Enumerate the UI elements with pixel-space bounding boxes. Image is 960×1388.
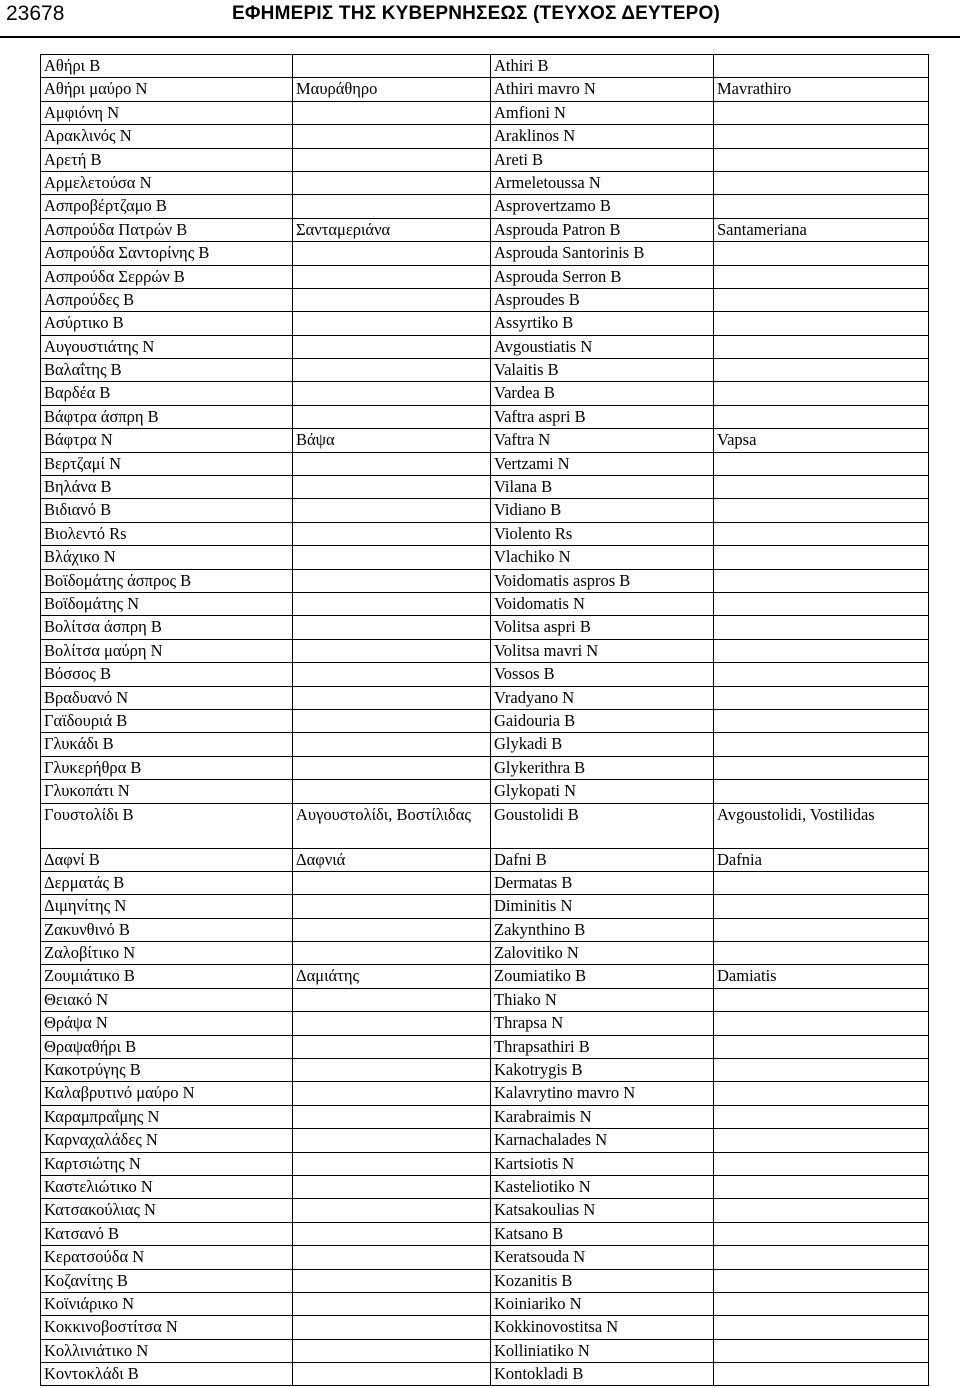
latin-synonym-cell bbox=[714, 895, 929, 918]
greek-name-cell: Αθήρι Β bbox=[41, 55, 293, 78]
table-row bbox=[41, 546, 929, 569]
latin-name-cell: Kokkinovostitsa N bbox=[491, 1316, 714, 1339]
table-row bbox=[41, 663, 929, 686]
greek-name-cell: Κατσανό Β bbox=[41, 1222, 293, 1245]
latin-name-cell: Dermatas B bbox=[491, 871, 714, 894]
latin-synonym-cell bbox=[714, 1175, 929, 1198]
latin-name-cell: Diminitis N bbox=[491, 895, 714, 918]
latin-name-cell: Glykopati N bbox=[491, 780, 714, 803]
table-body bbox=[41, 55, 929, 1386]
table-row bbox=[41, 452, 929, 475]
latin-name-cell: Karnachalades N bbox=[491, 1129, 714, 1152]
latin-synonym-cell bbox=[714, 101, 929, 124]
latin-name-cell: Areti B bbox=[491, 148, 714, 171]
latin-name-cell: Vradyano N bbox=[491, 686, 714, 709]
greek-name-cell: Βάφτρα Ν bbox=[41, 429, 293, 452]
greek-synonym-cell bbox=[293, 1316, 491, 1339]
greek-name-cell: Βολίτσα άσπρη Β bbox=[41, 616, 293, 639]
greek-synonym-cell: Δαφνιά bbox=[293, 848, 491, 871]
table-row bbox=[41, 756, 929, 779]
table-row bbox=[41, 125, 929, 148]
latin-name-cell: Katsano B bbox=[491, 1222, 714, 1245]
latin-name-cell: Vlachiko N bbox=[491, 546, 714, 569]
table-row bbox=[41, 733, 929, 756]
latin-name-cell: Vilana B bbox=[491, 476, 714, 499]
greek-name-cell: Αθήρι μαύρο Ν bbox=[41, 78, 293, 101]
greek-synonym-cell bbox=[293, 942, 491, 965]
latin-synonym-cell bbox=[714, 686, 929, 709]
latin-name-cell: Avgoustiatis N bbox=[491, 335, 714, 358]
table-row bbox=[41, 709, 929, 732]
table-row bbox=[41, 965, 929, 988]
greek-name-cell: Βαρδέα Β bbox=[41, 382, 293, 405]
latin-synonym-cell bbox=[714, 1129, 929, 1152]
greek-name-cell: Βηλάνα Β bbox=[41, 476, 293, 499]
table-row bbox=[41, 918, 929, 941]
greek-synonym-cell: Σανταμεριάνα bbox=[293, 218, 491, 241]
greek-name-cell: Κοντοκλάδι Β bbox=[41, 1363, 293, 1386]
latin-name-cell: Thiako N bbox=[491, 988, 714, 1011]
greek-synonym-cell bbox=[293, 1363, 491, 1386]
latin-synonym-cell bbox=[714, 288, 929, 311]
table-row bbox=[41, 1292, 929, 1315]
greek-name-cell: Βοϊδομάτης άσπρος Β bbox=[41, 569, 293, 592]
latin-name-cell: Asprouda Patron B bbox=[491, 218, 714, 241]
table-row bbox=[41, 1175, 929, 1198]
latin-synonym-cell bbox=[714, 1105, 929, 1128]
latin-name-cell: Kolliniatiko N bbox=[491, 1339, 714, 1362]
latin-synonym-cell bbox=[714, 663, 929, 686]
table-row bbox=[41, 218, 929, 241]
latin-synonym-cell bbox=[714, 359, 929, 382]
table-row bbox=[41, 148, 929, 171]
latin-synonym-cell bbox=[714, 125, 929, 148]
greek-name-cell: Βιολεντό Rs bbox=[41, 522, 293, 545]
greek-name-cell: Γλυκάδι Β bbox=[41, 733, 293, 756]
greek-synonym-cell bbox=[293, 1222, 491, 1245]
latin-synonym-cell bbox=[714, 639, 929, 662]
greek-name-cell: Αμφιόνη Ν bbox=[41, 101, 293, 124]
greek-name-cell: Βοϊδομάτης Ν bbox=[41, 592, 293, 615]
greek-synonym-cell bbox=[293, 709, 491, 732]
greek-name-cell: Θραψαθήρι Β bbox=[41, 1035, 293, 1058]
latin-synonym-cell bbox=[714, 988, 929, 1011]
greek-synonym-cell bbox=[293, 1199, 491, 1222]
latin-synonym-cell bbox=[714, 452, 929, 475]
greek-name-cell: Κερατσούδα Ν bbox=[41, 1246, 293, 1269]
greek-name-cell: Κοκκινοβοστίτσα Ν bbox=[41, 1316, 293, 1339]
latin-synonym-cell: Mavrathiro bbox=[714, 78, 929, 101]
latin-synonym-cell bbox=[714, 335, 929, 358]
greek-synonym-cell bbox=[293, 359, 491, 382]
greek-name-cell: Βερτζαμί Ν bbox=[41, 452, 293, 475]
table-row bbox=[41, 78, 929, 101]
latin-synonym-cell: Santameriana bbox=[714, 218, 929, 241]
greek-synonym-cell bbox=[293, 663, 491, 686]
greek-name-cell: Ασπρούδες Β bbox=[41, 288, 293, 311]
table-row bbox=[41, 335, 929, 358]
greek-name-cell: Αρετή Β bbox=[41, 148, 293, 171]
latin-name-cell: Goustolidi B bbox=[491, 803, 714, 848]
greek-name-cell: Καρτσιώτης Ν bbox=[41, 1152, 293, 1175]
latin-synonym-cell bbox=[714, 546, 929, 569]
table-row bbox=[41, 312, 929, 335]
latin-synonym-cell bbox=[714, 592, 929, 615]
greek-name-cell: Θειακό Ν bbox=[41, 988, 293, 1011]
greek-synonym-cell bbox=[293, 1129, 491, 1152]
greek-name-cell: Γλυκοπάτι Ν bbox=[41, 780, 293, 803]
greek-synonym-cell bbox=[293, 592, 491, 615]
table-row bbox=[41, 1082, 929, 1105]
latin-name-cell: Zalovitiko N bbox=[491, 942, 714, 965]
table-row bbox=[41, 382, 929, 405]
table-row bbox=[41, 1222, 929, 1245]
latin-name-cell: Gaidouria B bbox=[491, 709, 714, 732]
greek-synonym-cell bbox=[293, 1339, 491, 1362]
greek-name-cell: Κολλινιάτικο Ν bbox=[41, 1339, 293, 1362]
table-row bbox=[41, 895, 929, 918]
greek-name-cell: Ασύρτικο Β bbox=[41, 312, 293, 335]
latin-synonym-cell: Vapsa bbox=[714, 429, 929, 452]
greek-name-cell: Δερματάς Β bbox=[41, 871, 293, 894]
latin-synonym-cell bbox=[714, 1246, 929, 1269]
greek-synonym-cell bbox=[293, 101, 491, 124]
latin-name-cell: Asprovertzamo B bbox=[491, 195, 714, 218]
greek-synonym-cell bbox=[293, 1175, 491, 1198]
latin-synonym-cell bbox=[714, 1035, 929, 1058]
latin-name-cell: Volitsa mavri N bbox=[491, 639, 714, 662]
latin-name-cell: Zoumiatiko B bbox=[491, 965, 714, 988]
greek-synonym-cell bbox=[293, 55, 491, 78]
latin-synonym-cell bbox=[714, 195, 929, 218]
greek-name-cell: Αρμελετούσα Ν bbox=[41, 171, 293, 194]
latin-synonym-cell bbox=[714, 918, 929, 941]
latin-name-cell: Voidomatis aspros B bbox=[491, 569, 714, 592]
greek-synonym-cell bbox=[293, 1035, 491, 1058]
greek-synonym-cell bbox=[293, 1246, 491, 1269]
latin-name-cell: Thrapsa N bbox=[491, 1012, 714, 1035]
page-header bbox=[0, 0, 960, 38]
greek-synonym-cell bbox=[293, 242, 491, 265]
table-row bbox=[41, 1246, 929, 1269]
greek-synonym-cell bbox=[293, 780, 491, 803]
greek-name-cell: Ασπρούδα Πατρών Β bbox=[41, 218, 293, 241]
latin-synonym-cell bbox=[714, 1339, 929, 1362]
latin-name-cell: Karabraimis N bbox=[491, 1105, 714, 1128]
table-row bbox=[41, 476, 929, 499]
latin-synonym-cell bbox=[714, 733, 929, 756]
greek-name-cell: Ασπροβέρτζαμο Β bbox=[41, 195, 293, 218]
table-row bbox=[41, 499, 929, 522]
latin-name-cell: Athiri mavro N bbox=[491, 78, 714, 101]
latin-name-cell: Glykerithra B bbox=[491, 756, 714, 779]
greek-synonym-cell bbox=[293, 733, 491, 756]
latin-name-cell: Vidiano B bbox=[491, 499, 714, 522]
latin-synonym-cell bbox=[714, 1269, 929, 1292]
table-row bbox=[41, 639, 929, 662]
greek-name-cell: Διμηνίτης Ν bbox=[41, 895, 293, 918]
latin-synonym-cell bbox=[714, 942, 929, 965]
greek-synonym-cell bbox=[293, 476, 491, 499]
greek-synonym-cell bbox=[293, 895, 491, 918]
latin-name-cell: Volitsa aspri B bbox=[491, 616, 714, 639]
greek-name-cell: Καρναχαλάδες Ν bbox=[41, 1129, 293, 1152]
latin-synonym-cell bbox=[714, 522, 929, 545]
greek-name-cell: Βόσσος Β bbox=[41, 663, 293, 686]
table-row bbox=[41, 780, 929, 803]
greek-synonym-cell: Δαμιάτης bbox=[293, 965, 491, 988]
greek-synonym-cell bbox=[293, 616, 491, 639]
latin-synonym-cell bbox=[714, 1199, 929, 1222]
table-row bbox=[41, 359, 929, 382]
latin-name-cell: Vaftra N bbox=[491, 429, 714, 452]
latin-name-cell: Voidomatis N bbox=[491, 592, 714, 615]
greek-name-cell: Βολίτσα μαύρη Ν bbox=[41, 639, 293, 662]
latin-name-cell: Zakynthino B bbox=[491, 918, 714, 941]
table-row bbox=[41, 616, 929, 639]
table-row bbox=[41, 942, 929, 965]
greek-synonym-cell bbox=[293, 1269, 491, 1292]
latin-synonym-cell bbox=[714, 1152, 929, 1175]
table-row bbox=[41, 686, 929, 709]
latin-name-cell: Kozanitis B bbox=[491, 1269, 714, 1292]
latin-name-cell: Kalavrytino mavro N bbox=[491, 1082, 714, 1105]
latin-synonym-cell bbox=[714, 265, 929, 288]
table-row bbox=[41, 1012, 929, 1035]
table-row bbox=[41, 592, 929, 615]
greek-name-cell: Ασπρούδα Σερρών Β bbox=[41, 265, 293, 288]
greek-synonym-cell bbox=[293, 382, 491, 405]
table-row bbox=[41, 1105, 929, 1128]
greek-synonym-cell bbox=[293, 988, 491, 1011]
greek-synonym-cell bbox=[293, 639, 491, 662]
greek-name-cell: Γαϊδουριά Β bbox=[41, 709, 293, 732]
greek-synonym-cell bbox=[293, 546, 491, 569]
greek-name-cell: Γουστολίδι Β bbox=[41, 803, 293, 848]
grape-varieties-table bbox=[40, 54, 929, 1386]
greek-name-cell: Βλάχικο Ν bbox=[41, 546, 293, 569]
greek-name-cell: Κατσακούλιας Ν bbox=[41, 1199, 293, 1222]
table-row bbox=[41, 848, 929, 871]
greek-synonym-cell bbox=[293, 1082, 491, 1105]
latin-name-cell: Armeletoussa N bbox=[491, 171, 714, 194]
page-number: 23678 bbox=[6, 2, 65, 25]
greek-name-cell: Θράψα Ν bbox=[41, 1012, 293, 1035]
table-row bbox=[41, 1269, 929, 1292]
greek-name-cell: Ζακυνθινό Β bbox=[41, 918, 293, 941]
table-row bbox=[41, 871, 929, 894]
greek-synonym-cell bbox=[293, 312, 491, 335]
table-row bbox=[41, 429, 929, 452]
latin-synonym-cell bbox=[714, 148, 929, 171]
latin-synonym-cell bbox=[714, 382, 929, 405]
greek-name-cell: Καλαβρυτινό μαύρο Ν bbox=[41, 1082, 293, 1105]
journal-title: ΕΦΗΜΕΡΙΣ ΤΗΣ ΚΥΒΕΡΝΗΣΕΩΣ (ΤΕΥΧΟΣ ΔΕΥΤΕΡΟ) bbox=[232, 3, 720, 24]
greek-name-cell: Ζουμιάτικο Β bbox=[41, 965, 293, 988]
latin-name-cell: Kasteliotiko N bbox=[491, 1175, 714, 1198]
latin-synonym-cell: Damiatis bbox=[714, 965, 929, 988]
latin-synonym-cell bbox=[714, 1012, 929, 1035]
greek-synonym-cell bbox=[293, 1105, 491, 1128]
greek-synonym-cell bbox=[293, 918, 491, 941]
greek-name-cell: Αρακλινός Ν bbox=[41, 125, 293, 148]
latin-synonym-cell bbox=[714, 1316, 929, 1339]
table-row bbox=[41, 1129, 929, 1152]
greek-synonym-cell bbox=[293, 148, 491, 171]
table-row bbox=[41, 1035, 929, 1058]
latin-name-cell: Katsakoulias N bbox=[491, 1199, 714, 1222]
table-row bbox=[41, 803, 929, 848]
latin-name-cell: Athiri B bbox=[491, 55, 714, 78]
table-row bbox=[41, 1199, 929, 1222]
greek-name-cell: Ζαλοβίτικο Ν bbox=[41, 942, 293, 965]
latin-name-cell: Vertzami N bbox=[491, 452, 714, 475]
latin-synonym-cell bbox=[714, 1363, 929, 1386]
greek-synonym-cell: Βάψα bbox=[293, 429, 491, 452]
table-row bbox=[41, 1152, 929, 1175]
greek-name-cell: Ασπρούδα Σαντορίνης Β bbox=[41, 242, 293, 265]
greek-synonym-cell bbox=[293, 756, 491, 779]
greek-synonym-cell bbox=[293, 265, 491, 288]
table-row bbox=[41, 1339, 929, 1362]
greek-name-cell: Δαφνί Β bbox=[41, 848, 293, 871]
latin-name-cell: Amfioni N bbox=[491, 101, 714, 124]
latin-synonym-cell bbox=[714, 871, 929, 894]
greek-name-cell: Βαλαΐτης Β bbox=[41, 359, 293, 382]
latin-synonym-cell bbox=[714, 476, 929, 499]
latin-synonym-cell bbox=[714, 1082, 929, 1105]
greek-name-cell: Βραδυανό Ν bbox=[41, 686, 293, 709]
latin-name-cell: Keratsouda N bbox=[491, 1246, 714, 1269]
table-row bbox=[41, 569, 929, 592]
table-row bbox=[41, 988, 929, 1011]
greek-name-cell: Αυγουστιάτης Ν bbox=[41, 335, 293, 358]
greek-synonym-cell bbox=[293, 871, 491, 894]
greek-synonym-cell bbox=[293, 1059, 491, 1082]
latin-name-cell: Assyrtiko B bbox=[491, 312, 714, 335]
greek-name-cell: Καστελιώτικο Ν bbox=[41, 1175, 293, 1198]
greek-synonym-cell bbox=[293, 499, 491, 522]
latin-synonym-cell bbox=[714, 499, 929, 522]
latin-synonym-cell bbox=[714, 171, 929, 194]
greek-synonym-cell bbox=[293, 171, 491, 194]
greek-synonym-cell bbox=[293, 335, 491, 358]
greek-synonym-cell bbox=[293, 125, 491, 148]
latin-name-cell: Asprouda Santorinis B bbox=[491, 242, 714, 265]
latin-synonym-cell bbox=[714, 780, 929, 803]
latin-synonym-cell bbox=[714, 312, 929, 335]
table-row bbox=[41, 171, 929, 194]
greek-synonym-cell bbox=[293, 405, 491, 428]
latin-name-cell: Asproudes B bbox=[491, 288, 714, 311]
latin-name-cell: Kakotrygis B bbox=[491, 1059, 714, 1082]
table-row bbox=[41, 405, 929, 428]
greek-synonym-cell bbox=[293, 452, 491, 475]
greek-synonym-cell bbox=[293, 686, 491, 709]
table-row bbox=[41, 288, 929, 311]
greek-synonym-cell bbox=[293, 1012, 491, 1035]
table-row bbox=[41, 195, 929, 218]
greek-name-cell: Κοζανίτης Β bbox=[41, 1269, 293, 1292]
greek-synonym-cell: Μαυράθηρο bbox=[293, 78, 491, 101]
greek-synonym-cell bbox=[293, 288, 491, 311]
greek-synonym-cell bbox=[293, 522, 491, 545]
latin-name-cell: Kartsiotis N bbox=[491, 1152, 714, 1175]
latin-synonym-cell bbox=[714, 1292, 929, 1315]
greek-synonym-cell bbox=[293, 1152, 491, 1175]
latin-synonym-cell: Avgoustolidi, Vostilidas bbox=[714, 803, 929, 848]
table-row bbox=[41, 55, 929, 78]
latin-name-cell: Valaitis B bbox=[491, 359, 714, 382]
greek-name-cell: Καραμπραΐμης Ν bbox=[41, 1105, 293, 1128]
table-row bbox=[41, 1316, 929, 1339]
latin-synonym-cell bbox=[714, 569, 929, 592]
table-row bbox=[41, 1363, 929, 1386]
latin-synonym-cell bbox=[714, 1059, 929, 1082]
latin-synonym-cell bbox=[714, 709, 929, 732]
latin-synonym-cell bbox=[714, 756, 929, 779]
table-row bbox=[41, 522, 929, 545]
greek-synonym-cell: Αυγουστολίδι, Βοστίλιδας bbox=[293, 803, 491, 848]
greek-name-cell: Βάφτρα άσπρη Β bbox=[41, 405, 293, 428]
latin-name-cell: Asprouda Serron B bbox=[491, 265, 714, 288]
latin-name-cell: Kontokladi B bbox=[491, 1363, 714, 1386]
latin-name-cell: Violento Rs bbox=[491, 522, 714, 545]
latin-synonym-cell: Dafnia bbox=[714, 848, 929, 871]
greek-synonym-cell bbox=[293, 195, 491, 218]
latin-name-cell: Koiniariko N bbox=[491, 1292, 714, 1315]
latin-synonym-cell bbox=[714, 616, 929, 639]
greek-name-cell: Γλυκερήθρα Β bbox=[41, 756, 293, 779]
latin-name-cell: Thrapsathiri B bbox=[491, 1035, 714, 1058]
latin-name-cell: Araklinos N bbox=[491, 125, 714, 148]
latin-synonym-cell bbox=[714, 242, 929, 265]
latin-name-cell: Dafni B bbox=[491, 848, 714, 871]
table-row bbox=[41, 265, 929, 288]
latin-name-cell: Vaftra aspri B bbox=[491, 405, 714, 428]
latin-name-cell: Vossos B bbox=[491, 663, 714, 686]
greek-name-cell: Βιδιανό Β bbox=[41, 499, 293, 522]
table-row bbox=[41, 242, 929, 265]
greek-synonym-cell bbox=[293, 569, 491, 592]
latin-synonym-cell bbox=[714, 1222, 929, 1245]
latin-name-cell: Vardea B bbox=[491, 382, 714, 405]
table-row bbox=[41, 101, 929, 124]
greek-synonym-cell bbox=[293, 1292, 491, 1315]
greek-name-cell: Κακοτρύγης Β bbox=[41, 1059, 293, 1082]
greek-name-cell: Κοϊνιάρικο Ν bbox=[41, 1292, 293, 1315]
latin-synonym-cell bbox=[714, 55, 929, 78]
table-row bbox=[41, 1059, 929, 1082]
latin-synonym-cell bbox=[714, 405, 929, 428]
latin-name-cell: Glykadi B bbox=[491, 733, 714, 756]
